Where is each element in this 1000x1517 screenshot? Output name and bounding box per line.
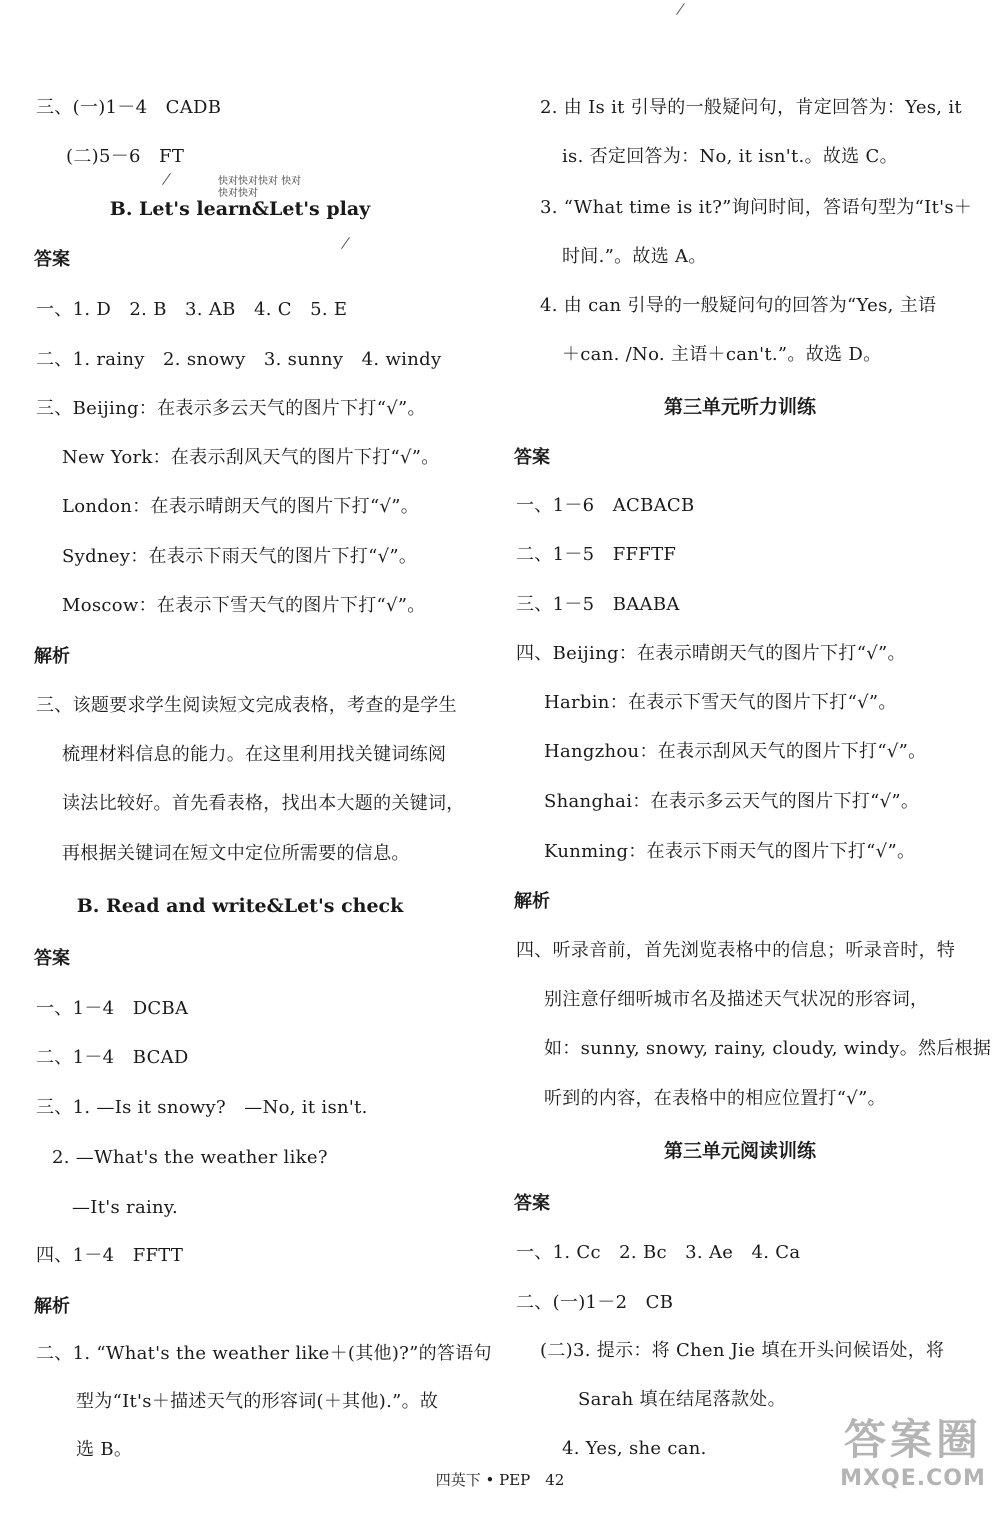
answer-line: 二、1. rainy 2. snowy 3. sunny 4. windy <box>36 349 442 370</box>
analysis-line: 4. 由 can 引导的一般疑问句的回答为“Yes, 主语 <box>540 295 937 316</box>
answer-heading: 答案 <box>34 948 70 969</box>
answer-line: 三、1. —Is it snowy? —No, it isn't. <box>36 1097 368 1118</box>
answer-line: 一、1－4 DCBA <box>36 998 189 1019</box>
section-title-read-and-write: B. Read and write&Let's check <box>76 895 404 917</box>
answer-line: 三、1－5 BAABA <box>516 594 680 615</box>
analysis-line: 2. 由 Is it 引导的一般疑问句，肯定回答为：Yes, it <box>540 97 962 118</box>
scan-mark <box>676 3 685 15</box>
answer-line: London：在表示晴朗天气的图片下打“√”。 <box>62 496 420 517</box>
stamp-text: 快对快对快对 快对快对快对 <box>218 176 302 199</box>
answer-line: Moscow：在表示下雪天气的图片下打“√”。 <box>62 595 426 616</box>
scan-mark <box>341 237 350 249</box>
watermark-logo <box>838 1415 988 1507</box>
analysis-line: 三、该题要求学生阅读短文完成表格，考查的是学生 <box>36 695 457 716</box>
section-title-listening: 第三单元听力训练 <box>663 396 816 418</box>
answer-line: Hangzhou：在表示刮风天气的图片下打“√”。 <box>544 741 927 762</box>
analysis-line: 如：sunny, snowy, rainy, cloudy, windy。然后根据 <box>544 1038 992 1059</box>
scan-mark <box>162 173 171 185</box>
analysis-line: 时间.”。故选 A。 <box>562 246 707 267</box>
answer-line: 四、Beijing：在表示晴朗天气的图片下打“√”。 <box>516 643 906 664</box>
answer-line: New York：在表示刮风天气的图片下打“√”。 <box>62 447 440 468</box>
analysis-line: 听到的内容，在表格中的相应位置打“√”。 <box>544 1088 886 1109</box>
answer-heading: 答案 <box>514 1193 550 1214</box>
answer-line: Sydney：在表示下雨天气的图片下打“√”。 <box>62 546 418 567</box>
watermark-url: MXQE.COM <box>840 1466 986 1491</box>
answer-line: Harbin：在表示下雪天气的图片下打“√”。 <box>544 692 897 713</box>
analysis-line: 3. “What time is it?”询问时间，答语句型为“It's＋ <box>540 197 973 218</box>
analysis-line: is. 否定回答为：No, it isn't.。故选 C。 <box>562 146 898 167</box>
analysis-heading: 解析 <box>34 1296 70 1317</box>
answer-heading: 答案 <box>34 249 70 270</box>
watermark-logo-text: 答案圈 <box>843 1415 982 1464</box>
analysis-line: 型为“It's＋描述天气的形容词(＋其他).”。故 <box>76 1391 439 1412</box>
answer-line: 三、Beijing：在表示多云天气的图片下打“√”。 <box>36 398 426 419</box>
analysis-line: 别注意仔细听城市名及描述天气状况的形容词， <box>544 989 929 1010</box>
analysis-heading: 解析 <box>514 891 550 912</box>
answer-line: Sarah 填在结尾落款处。 <box>578 1389 786 1410</box>
analysis-line: 再根据关键词在短文中定位所需要的信息。 <box>62 843 410 864</box>
answer-line: 三、(一)1－4 CADB <box>36 97 222 118</box>
answer-heading: 答案 <box>514 447 550 468</box>
answer-line: 一、1. D 2. B 3. AB 4. C 5. E <box>36 299 348 320</box>
answer-line: Kunming：在表示下雨天气的图片下打“√”。 <box>544 841 916 862</box>
answer-line: 四、1－4 FFTT <box>36 1245 184 1266</box>
answer-line: —It's rainy. <box>72 1197 179 1218</box>
answer-line: 4. Yes, she can. <box>562 1438 707 1459</box>
analysis-line: ＋can. /No. 主语＋can't.”。故选 D。 <box>562 344 882 365</box>
analysis-line: 二、1. “What's the weather like＋(其他)?”的答语句 <box>36 1343 492 1364</box>
answer-line: (二)3. 提示：将 Chen Jie 填在开头问候语处，将 <box>540 1340 945 1361</box>
answer-line: Shanghai：在表示多云天气的图片下打“√”。 <box>544 791 920 812</box>
answer-line: 2. —What's the weather like? <box>52 1147 328 1168</box>
section-title-reading: 第三单元阅读训练 <box>663 1140 816 1162</box>
answer-line: 二、1－5 FFFTF <box>516 544 677 565</box>
analysis-line: 四、听录音前，首先浏览表格中的信息；听录音时，特 <box>516 940 956 961</box>
answer-line: 二、(一)1－2 CB <box>516 1292 674 1313</box>
section-title-lets-learn: B. Let's learn&Let's play <box>109 198 371 220</box>
answer-line: 一、1－6 ACBACB <box>516 495 695 516</box>
answer-line: 二、1－4 BCAD <box>36 1047 189 1068</box>
analysis-line: 读法比较好。首先看表格，找出本大题的关键词， <box>62 793 465 814</box>
answer-line: (二)5－6 FT <box>66 146 185 167</box>
answer-line: 一、1. Cc 2. Bc 3. Ae 4. Ca <box>516 1242 801 1263</box>
analysis-line: 选 B。 <box>76 1439 133 1460</box>
analysis-heading: 解析 <box>34 646 70 667</box>
analysis-line: 梳理材料信息的能力。在这里利用找关键词练阅 <box>62 744 447 765</box>
page-footer: 四英下 • PEP 42 <box>435 1471 565 1489</box>
